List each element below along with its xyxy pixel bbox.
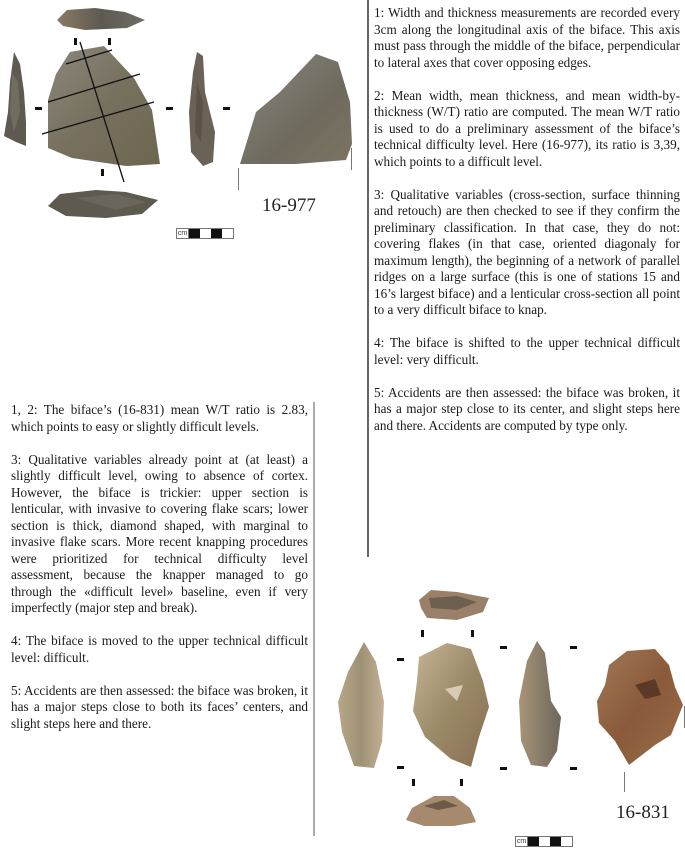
step-1-paragraph: 1: Width and thickness measurements are recorded every 3cm along the longitudinal axis of the biface. This axis must pass through the middle of the biface, perpendicular to lateral axes that cover opposing edges. — [374, 5, 680, 70]
axis-tick — [471, 630, 474, 637]
axis-tick — [397, 658, 404, 661]
step-4-paragraph: 4: The biface is moved to the upper technical difficult level: difficult. — [11, 633, 308, 665]
axis-tick — [35, 107, 42, 110]
step-3-paragraph: 3: Qualitative variables (cross-section, surface thinning and retouch) are then checked to see if they confirm the preliminary classification. In that case, they do not: covering flakes (in that case, oriented diagonaly for maximum length), the beginning of a network of parallel ridges on a large surface (this is one of stations 15 and 16’s largest biface) and a lenticular cross-section all point to a very difficult biface to knap. — [374, 186, 680, 317]
axis-tick — [421, 630, 424, 637]
scale-unit: cm — [516, 838, 527, 845]
axis-tick — [412, 779, 415, 786]
biface-16-831-bottom-view — [404, 790, 478, 828]
biface-16-831-right-profile — [517, 641, 563, 769]
axis-tick — [570, 646, 577, 649]
step-5-paragraph: 5: Accidents are then assessed: the biface was broken, it has a major step close to its center, and slight steps here and there. Accidents are computed by type only. — [374, 384, 680, 433]
step-3-paragraph: 3: Qualitative variables already point at (at least) a slightly difficult level, owing to absence of cortex. However, the biface is trickier: upper section is lenticular, with invasive to covering flake scars; lower section is thick, diamond shaped, with marginal to invasive flake scars. More recent knapping procedures were prioritized for technical difficulty level assessment, because the knapper managed to go through the «difficult level» baseline, even if very imperfectly (major step and break). — [11, 451, 308, 615]
biface-16-977-top-view — [55, 6, 147, 32]
measure-guide — [351, 148, 352, 170]
biface-16-831-top-view — [417, 588, 493, 624]
specimen-id-16-831: 16-831 — [616, 802, 670, 823]
biface-16-977-left-profile — [2, 52, 28, 148]
biface-16-977-reverse-face — [236, 52, 354, 167]
biface-16-977-bottom-view — [46, 188, 161, 220]
scale-unit: cm — [177, 230, 188, 237]
axis-tick — [460, 779, 463, 786]
biface-16-977-right-profile — [187, 52, 219, 167]
text-block-16-831 — [11, 402, 308, 732]
axis-tick — [500, 767, 507, 770]
scale-bar — [176, 228, 234, 239]
column-divider — [367, 0, 369, 557]
measure-guide — [624, 772, 625, 792]
column-divider — [313, 402, 315, 836]
biface-16-831-left-profile — [336, 642, 388, 770]
step-5-paragraph: 5: Accidents are then assessed: the biface was broken, it has a major steps close to both its faces’ centers, and slight steps here and there. — [11, 682, 308, 731]
axis-tick — [570, 767, 577, 770]
step-4-paragraph: 4: The biface is shifted to the upper technical difficult level: very difficult. — [374, 335, 680, 367]
axis-tick — [223, 107, 230, 110]
axis-tick — [500, 646, 507, 649]
biface-16-831-main-face — [411, 641, 491, 769]
axis-tick — [166, 107, 173, 110]
axis-tick — [397, 766, 404, 769]
step-2-paragraph: 2: Mean width, mean thickness, and mean width-by-thickness (W/T) ratio are computed. The mean W/T ratio is used to do a preliminary assessment of the biface’s technical difficulty level. Here (16-977), its ratio is 3,39, which points to a difficult level. — [374, 87, 680, 169]
biface-16-977-main-face — [42, 40, 162, 185]
scale-bar — [515, 836, 573, 847]
specimen-id-16-977: 16-977 — [262, 195, 316, 216]
biface-16-831-reverse-face — [595, 645, 685, 767]
text-block-16-977 — [374, 5, 680, 434]
measure-guide — [238, 168, 239, 190]
step-1-2-paragraph: 1, 2: The biface’s (16-831) mean W/T ratio is 2.83, which points to easy or slightly difficult levels. — [11, 402, 308, 434]
